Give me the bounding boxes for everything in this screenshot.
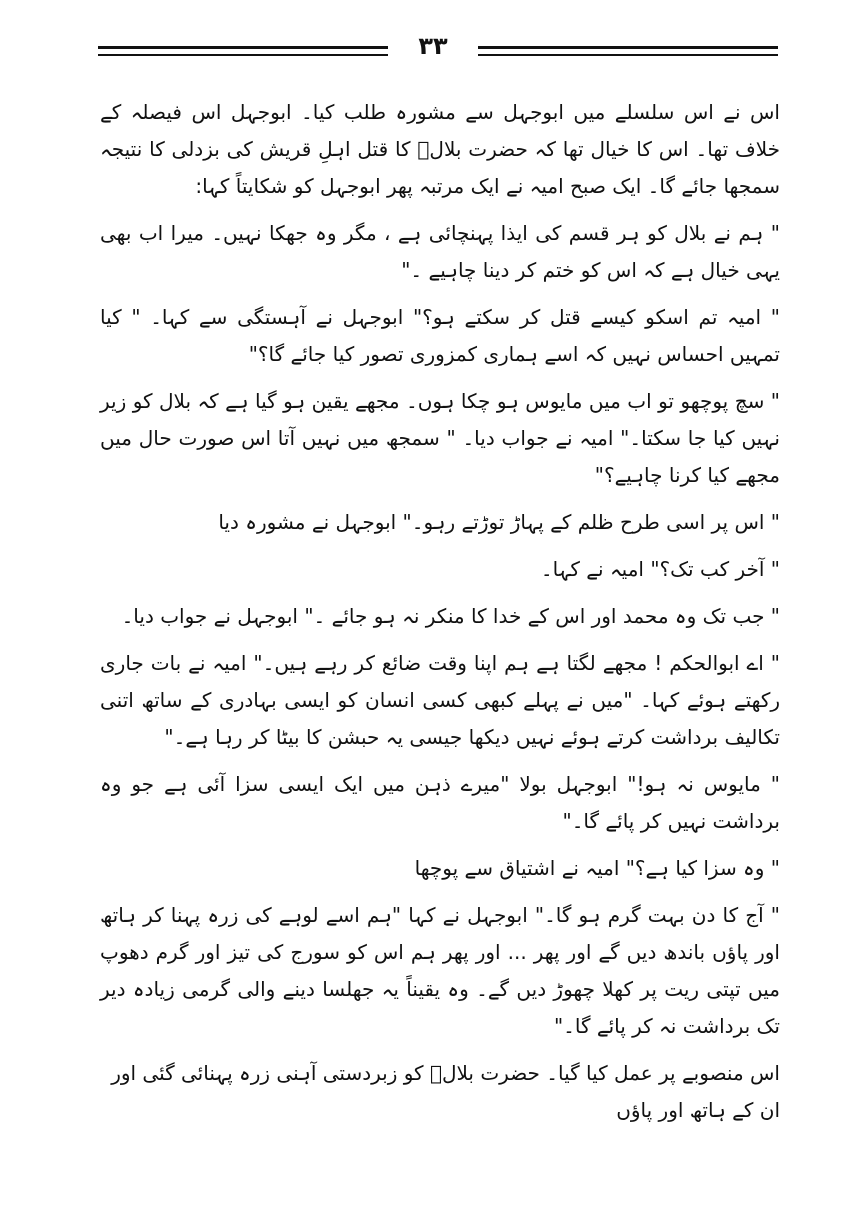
page-number: ۳۳: [418, 32, 448, 60]
paragraph-10: " وہ سزا کیا ہے؟" امیہ نے اشتیاق سے پوچھا: [414, 856, 780, 880]
paragraph-3: " امیہ تم اسکو کیسے قتل کر سکتے ہو؟" ابوجہل نے آہستگی سے کہا۔ " کیا تمہیں احساس نہیں کہ اسے ہماری کمزوری تصور کیا جائے گا؟": [100, 305, 780, 366]
page-text: [100, 94, 780, 1139]
paragraph-12: اس منصوبے پر عمل کیا گیا۔ حضرت بلالؓ کو زبردستی آہنی زرہ پہنائی گئی اور ان کے ہاتھ اور پاؤں: [111, 1061, 780, 1122]
paragraph-2: " ہم نے بلال کو ہر قسم کی ایذا پہنچائی ہے ، مگر وہ جھکا نہیں۔ میرا اب بھی یہی خیال ہے کہ اس کو ختم کر دینا چاہیے ۔": [100, 221, 780, 282]
paragraph-1: اس نے اس سلسلے میں ابوجہل سے مشورہ طلب کیا۔ ابوجہل اس فیصلہ کے خلاف تھا۔ اس کا خیال تھا کہ حضرت بلالؓ کا قتل اہلِ قریش کی بزدلی کا نتیجہ سمجھا جائے گا۔ ایک صبح امیہ نے ایک مرتبہ پھر ابوجہل کو شکایتاً کہا:: [100, 100, 780, 198]
header-rule-right: [478, 46, 778, 49]
paragraph-9: " مایوس نہ ہو!" ابوجہل بولا "میرے ذہن میں ایک ایسی سزا آئی ہے جو وہ برداشت نہیں کر پائے گا۔": [100, 772, 780, 833]
paragraph-7: " جب تک وہ محمد اور اس کے خدا کا منکر نہ ہو جائے ۔" ابوجہل نے جواب دیا۔: [121, 604, 780, 628]
header-rule-left: [98, 46, 388, 49]
paragraph-5: " اس پر اسی طرح ظلم کے پہاڑ توڑتے رہو۔" ابوجہل نے مشورہ دیا: [218, 510, 780, 534]
paragraph-4: " سچ پوچھو تو اب میں مایوس ہو چکا ہوں۔ مجھے یقین ہو گیا ہے کہ بلال کو زیر نہیں کیا جا سکتا۔" امیہ نے جواب دیا۔ " سمجھ میں نہیں آتا اس صورت حال میں مجھے کیا کرنا چاہیے؟": [100, 389, 780, 487]
paragraph-11: " آج کا دن بہت گرم ہو گا۔" ابوجہل نے کہا "ہم اسے لوہے کی زرہ پہنا کر ہاتھ اور پاؤں باندھ دیں گے اور پھر ... اور پھر ہم اس کو سورج کی تیز اور گرم دھوپ میں تپتی ریت پر کھلا چھوڑ دیں گے۔ وہ یقیناً یہ جھلسا دینے والی گرمی زیادہ دیر تک برداشت نہ کر پائے گا۔": [100, 903, 780, 1038]
header-rule-left-thin: [98, 54, 388, 56]
paragraph-6: " آخر کب تک؟" امیہ نے کہا۔: [540, 557, 780, 581]
paragraph-8: " اے ابوالحکم ! مجھے لگتا ہے ہم اپنا وقت ضائع کر رہے ہیں۔" امیہ نے بات جاری رکھتے ہوئے کہا۔ "میں نے پہلے کبھی کسی انسان کو ایسی بہادری کے ساتھ اتنی تکالیف برداشت کرتے ہوئے نہیں دیکھا جیسی یہ حبشن کا بیٹا کر رہا ہے۔": [100, 651, 780, 749]
header-rule-right-thin: [478, 54, 778, 56]
page-header: [98, 32, 778, 68]
